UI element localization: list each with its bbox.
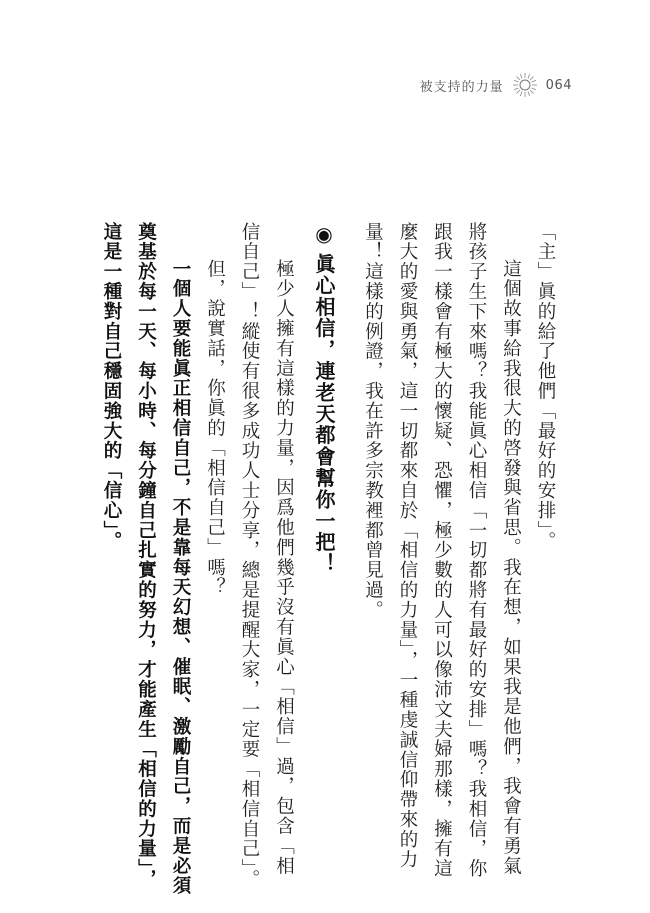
paragraph-2-line-1: 這個故事給我很大的啓發與省思。我在想，如果我是他們，我會有勇氣 (500, 259, 522, 876)
section-heading-text: 眞心相信，連老天都會幫你一把！ (312, 253, 336, 575)
paragraph-3-line-2: 信自己」！縱使有很多成功人士分享，總是提醒大家，一定要「相信自己」。 (239, 222, 260, 890)
paragraph-5-line-1: 一個人要能眞正相信自己，不是靠每天幻想、催眠、激勵自己，而是必須 (170, 259, 191, 896)
paragraph-5-line-3: 這是一種對自己穩固強大的「信心」。 (101, 222, 122, 552)
section-heading (307, 222, 342, 862)
page-number: 064 (545, 77, 572, 93)
paragraph-2-line-4: 麼大的愛與勇氣，這一切都來自於「相信的力量」，一種虔誠信仰帶來的力 (397, 222, 418, 870)
paragraph-2-line-5: 量！這樣的例證，我在許多宗教裡都曾見過。 (362, 222, 384, 620)
paragraph-1: 「主」眞的給了他們「最好的安排」。 (535, 222, 556, 552)
paragraph-5-line-2: 奠基於每一天、每小時、每分鐘自己扎實的努力，才能產生「相信的力量」， (135, 222, 157, 890)
paragraph-2-line-2: 將孩子生下來嗎？我能眞心相信「一切都將有最好的安排」嗎？我相信，你 (466, 222, 487, 879)
sun-icon (512, 72, 538, 98)
paragraph-2-line-3: 跟我一樣會有極大的懷疑、恐懼，極少數的人可以像沛文夫婦那樣，擁有這 (431, 222, 453, 879)
paragraph-3-line-1: 極少人擁有這樣的力量，因爲他們幾乎沒有眞心「相信」過，包含「相 (273, 259, 295, 876)
paragraph-4: 但，說實話，你眞的「相信自己」嗎？ (204, 259, 226, 598)
page-header (420, 72, 572, 98)
book-title: 被支持的力量 (419, 79, 504, 95)
body-text (94, 222, 563, 896)
bullet-icon: ◉ (312, 222, 336, 248)
